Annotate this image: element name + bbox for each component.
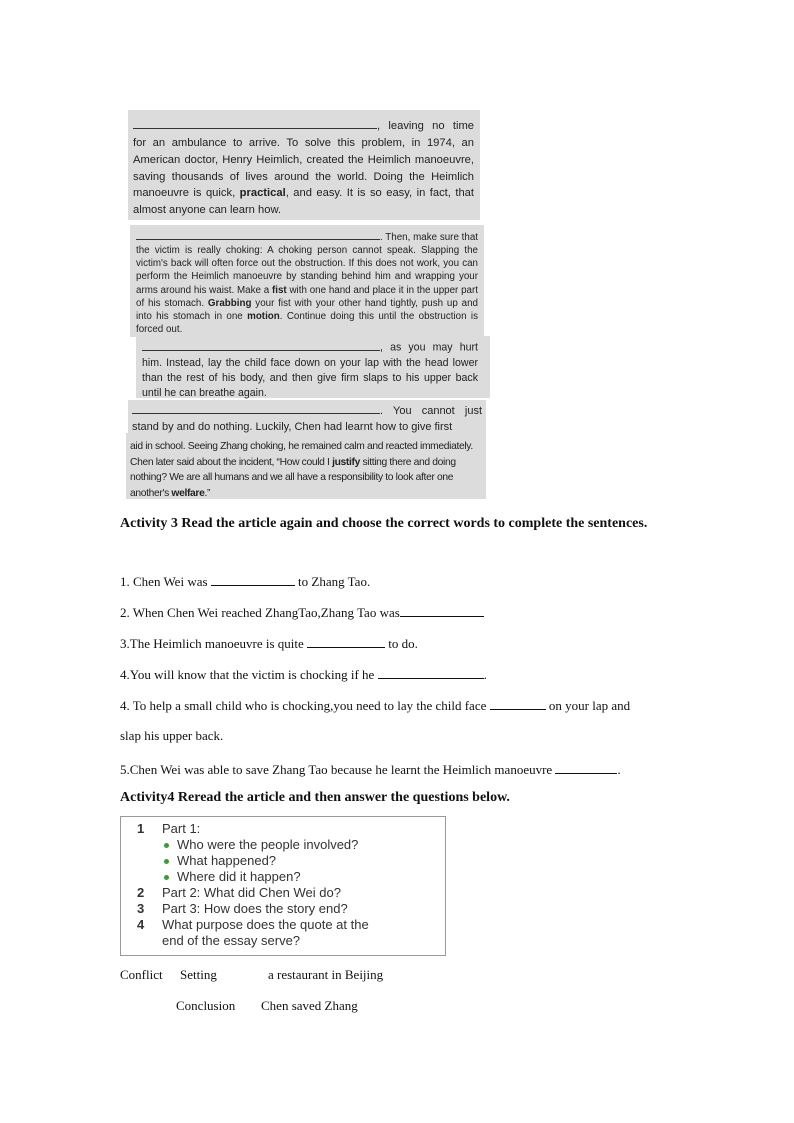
exercise-text: to Zhang Tao. (294, 574, 371, 589)
answer-blank[interactable] (378, 665, 484, 679)
question-text: Part 1: (162, 821, 201, 836)
exercise-text: 4. To help a small child who is chocking,you need to lay the child face (120, 698, 490, 713)
question-text: Part 2: What did Chen Wei do? (162, 885, 341, 900)
answer-blank[interactable] (211, 572, 295, 586)
exercise-text: slap his upper back. (120, 728, 224, 743)
question-text: end of the essay serve? (162, 933, 301, 948)
excerpt-text: . You cannot just stand by and do nothing. Luckily, Chen had learnt how to give first (132, 405, 482, 433)
exercise-line (120, 665, 487, 683)
question-number: 4 (137, 917, 145, 932)
bullet-icon (164, 843, 169, 848)
question-text: Part 3: How does the story end? (162, 901, 348, 916)
excerpt-text: . Continue doing this until the obstruction is forced out. (136, 311, 479, 336)
exercise-text: on your lap and (545, 698, 631, 713)
bullet-icon (164, 875, 169, 880)
bold-word: fist (271, 284, 287, 296)
setting-value: a restaurant in Beijing (268, 967, 384, 982)
blank-line (136, 229, 380, 240)
bullet-text: What happened? (177, 853, 277, 868)
exercise-text: 3.The Heimlich manoeuvre is quite (120, 636, 308, 651)
bold-word: Grabbing (207, 297, 252, 309)
exercise-line (120, 603, 484, 621)
exercise-line (120, 728, 223, 744)
excerpt-text: . Then, make sure that the victim is really choking: A choking person cannot speak. Slapping the victim's back will often force out the obstruction. If this does not work, you can perform the Heimlich manoeuvre by standing behind him and wrapping your arms around his waist. Make a (136, 231, 478, 296)
excerpt-text: aid in school. Seeing Zhang choking, he remained calm and reacted immediately. Chen later said about the incident, “How could I (130, 441, 473, 468)
bullet-text: Where did it happen? (177, 869, 301, 884)
answer-blank[interactable] (400, 603, 484, 617)
excerpt-box-5 (126, 433, 486, 499)
excerpt-text: your fist with your other hand tightly, push up and into his stomach in one (136, 297, 478, 323)
excerpt-text: , as you may hurt him. Instead, lay the child face down on your lap with the head lower than the rest of his body, and then give firm slaps to his upper back until he can breathe again. (142, 341, 478, 400)
excerpt-text: , leaving no time for an ambulance to arrive. To solve this problem, in 1974, an American doctor, Henry Heimlich, created the Heimlich manoeuvre, saving thousands of lives around the world. Doing the Heimlich manoeuvre is quick, (133, 120, 474, 200)
bold-word: motion (247, 311, 280, 323)
excerpt-box-2 (130, 225, 484, 337)
exercise-text: . (617, 762, 621, 777)
excerpt-text: , and easy. It is so easy, in fact, that almost anyone can learn how. (133, 187, 475, 217)
question-number: 3 (137, 901, 145, 916)
excerpt-text: .” (204, 487, 211, 499)
label-setting: Setting (180, 967, 217, 982)
question-text: What purpose does the quote at the (162, 917, 369, 932)
exercise-text: 4.You will know that the victim is chocking if he (120, 667, 378, 682)
blank-line (142, 339, 380, 351)
bullet-icon (164, 859, 169, 864)
questions-box (120, 816, 446, 956)
bold-word: justify (332, 456, 360, 468)
question-number: 1 (137, 821, 145, 836)
exercise-text: to do. (385, 636, 418, 651)
exercise-text: 5.Chen Wei was able to save Zhang Tao because he learnt the Heimlich manoeuvre (120, 762, 556, 777)
answer-blank[interactable] (307, 634, 385, 648)
excerpt-text: with one hand and place it in the upper part of his stomach. (136, 284, 478, 309)
question-number: 2 (137, 885, 145, 900)
activity4-heading: Activity4 Reread the article and then answer the questions below. (120, 790, 510, 805)
conclusion-value: Chen saved Zhang (261, 998, 358, 1013)
blank-line (133, 117, 377, 129)
exercise-line (120, 634, 418, 652)
exercise-line (120, 696, 630, 714)
exercise-line (120, 760, 621, 778)
excerpt-box-3 (136, 336, 490, 398)
bold-word: practical (239, 187, 286, 200)
blank-line (132, 402, 380, 414)
excerpt-box-4 (128, 400, 486, 433)
exercise-text: . (483, 667, 487, 682)
exercise-text: 2. When Chen Wei reached ZhangTao,Zhang Tao was (120, 605, 400, 620)
excerpt-text: sitting there and doing nothing? We are all humans and we all have a responsibility to look after one another's (130, 456, 456, 499)
bold-word: welfare (171, 487, 205, 499)
answer-blank[interactable] (490, 696, 546, 710)
label-conclusion: Conclusion (176, 998, 236, 1013)
exercise-text: 1. Chen Wei was (120, 574, 211, 589)
bullet-text: Who were the people involved? (177, 837, 359, 852)
activity3-heading: Activity 3 Read the article again and choose the correct words to complete the sentences. (120, 516, 648, 531)
exercise-line (120, 572, 370, 590)
excerpt-box-1 (128, 110, 480, 220)
label-conflict: Conflict (120, 967, 163, 982)
answer-blank[interactable] (555, 760, 617, 774)
